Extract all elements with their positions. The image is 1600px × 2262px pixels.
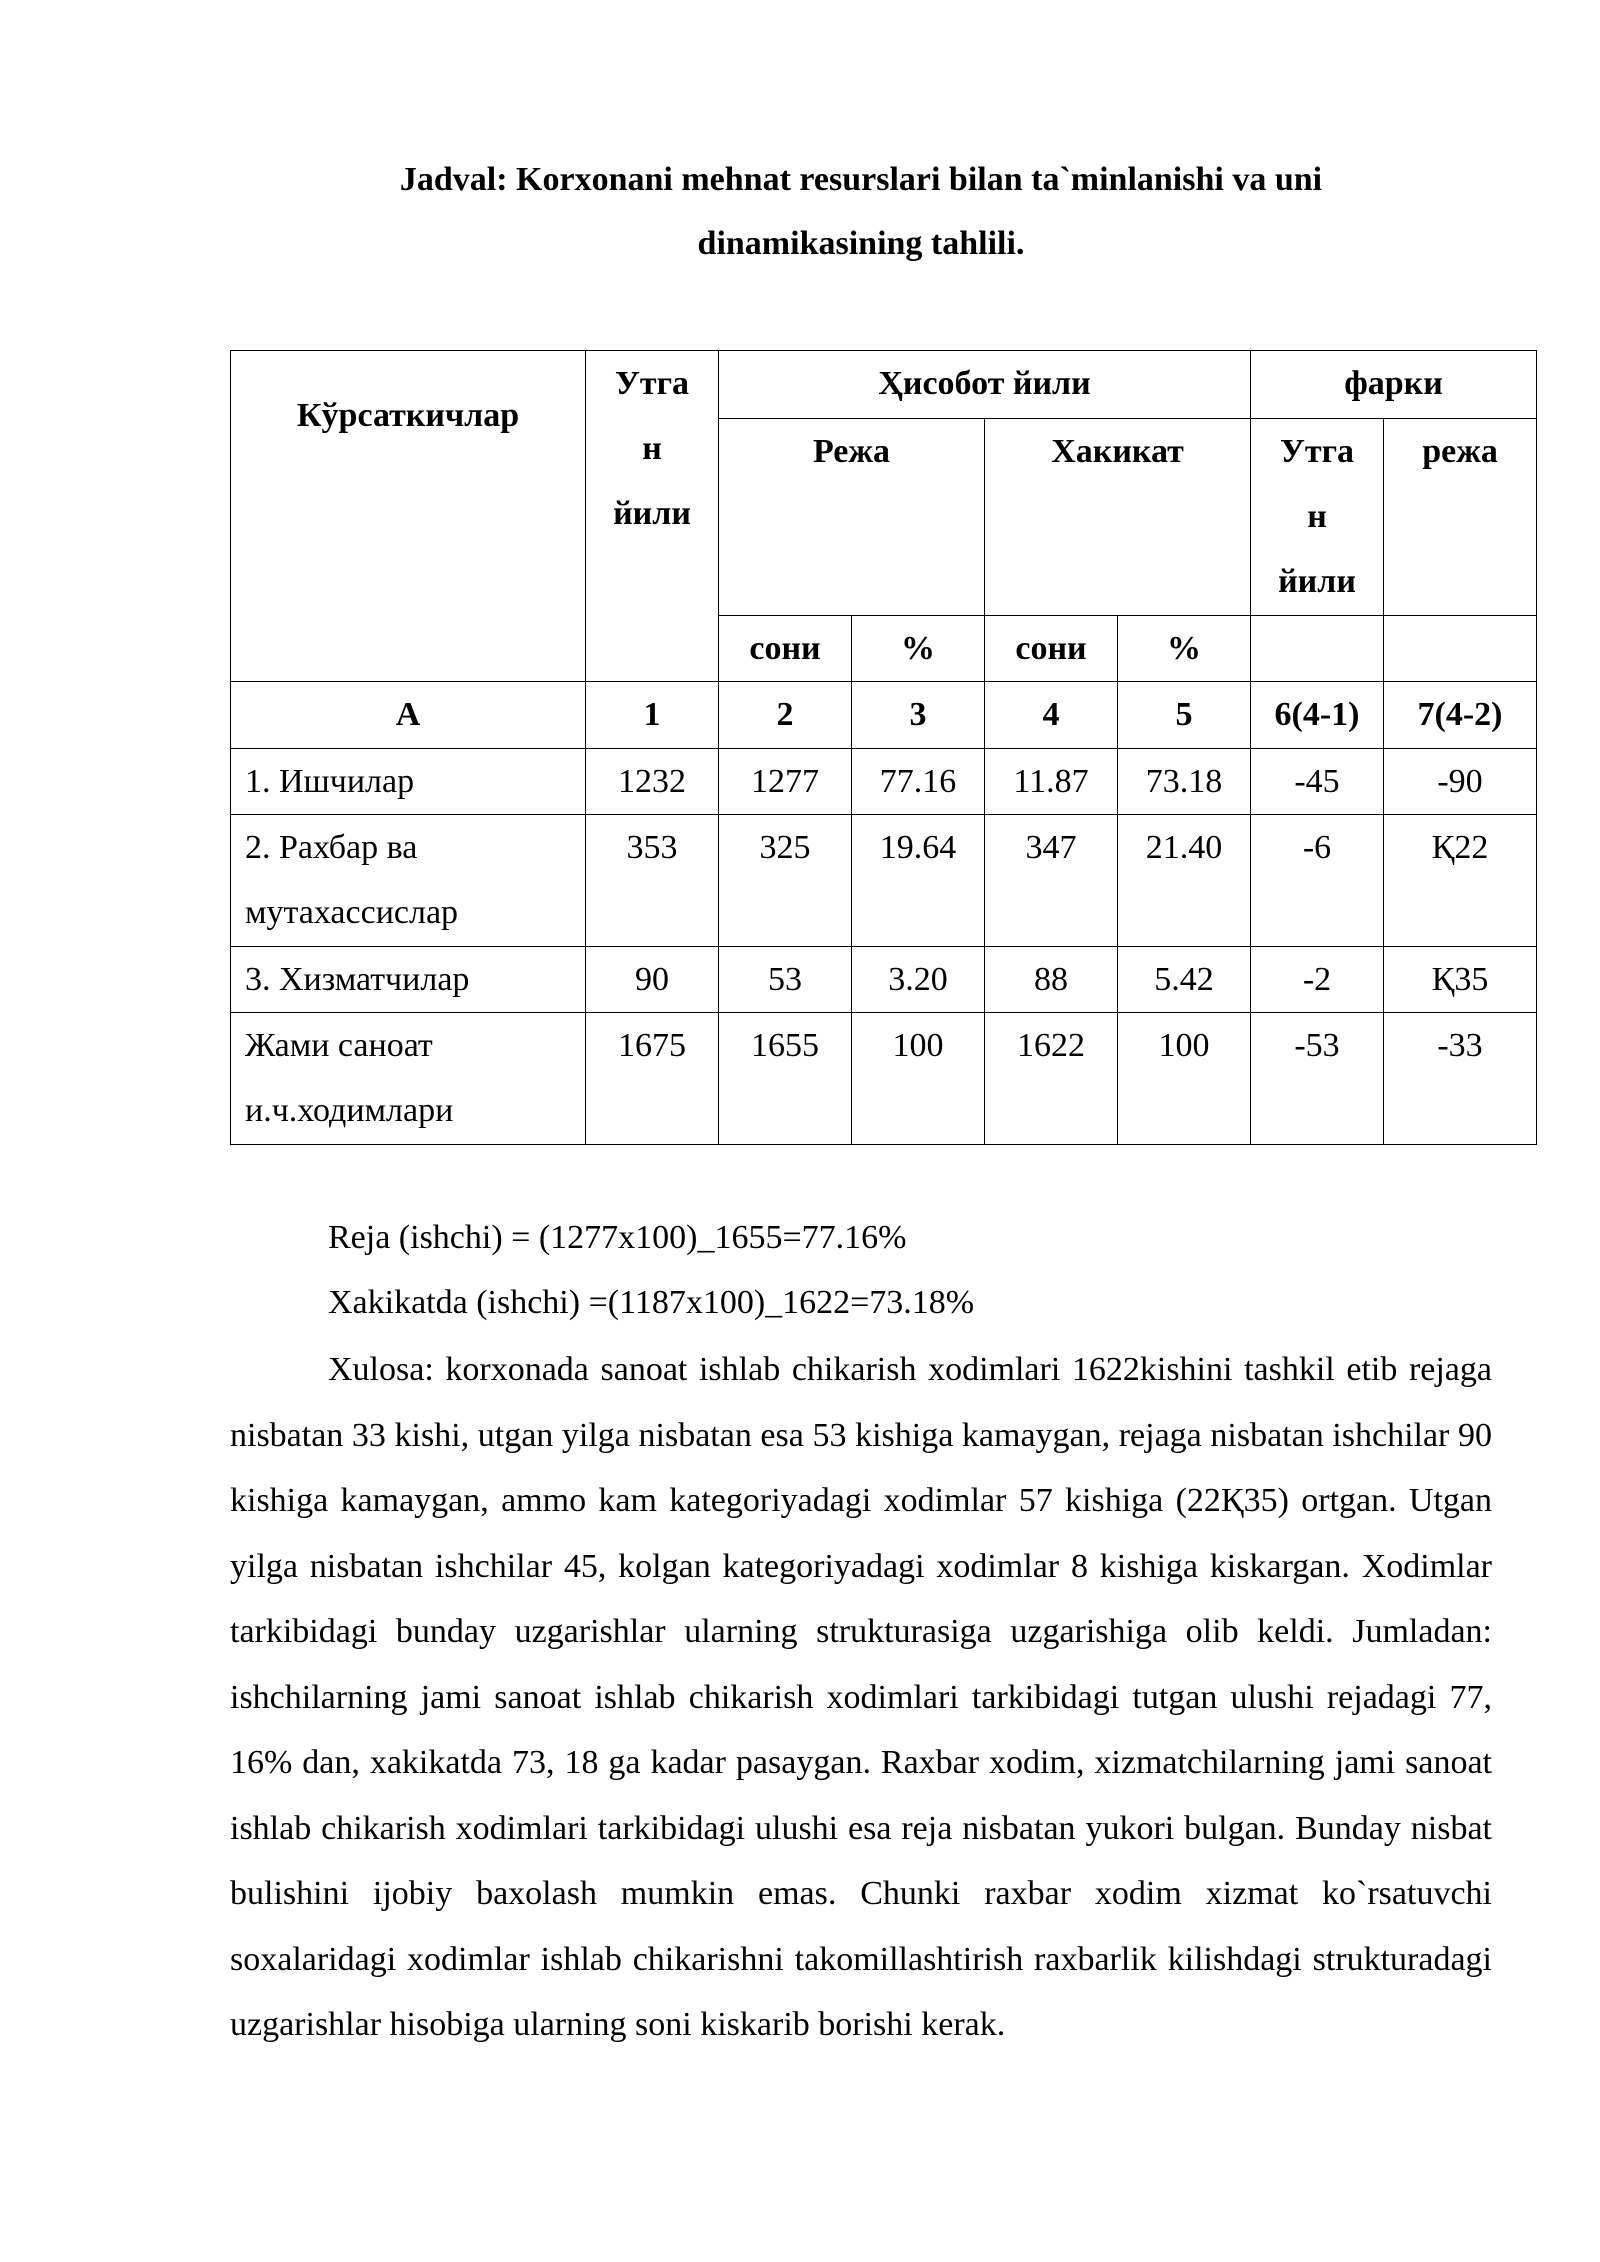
table-title	[230, 148, 1492, 276]
header-previous-year-line-2: н	[642, 430, 662, 467]
table-cell: -2	[1251, 947, 1384, 1013]
index-cell: 2	[719, 682, 852, 749]
header-difference: фарки	[1251, 351, 1537, 419]
index-cell: 3	[852, 682, 985, 749]
header-empty-cell	[1384, 616, 1537, 682]
header-diff-previous-year	[1251, 419, 1384, 616]
table-cell: 100	[852, 1013, 985, 1145]
row-label-line-2: мутахассислар	[245, 894, 459, 931]
row-label: 3. Хизматчилар	[231, 947, 586, 1013]
table-cell: 100	[1118, 1013, 1251, 1145]
table-title-line-2: dinamikasining tahlili.	[697, 225, 1025, 262]
row-label-line-1: Жами саноат	[245, 1027, 433, 1064]
table-row	[231, 1013, 1537, 1145]
table-cell: 1232	[586, 749, 719, 815]
row-label	[231, 815, 586, 947]
table-cell: -53	[1251, 1013, 1384, 1145]
table-cell: 73.18	[1118, 749, 1251, 815]
index-cell: 7(4-2)	[1384, 682, 1537, 749]
header-plan: Режа	[719, 419, 985, 616]
row-label-line-2: и.ч.ходимлари	[245, 1092, 454, 1129]
table-cell: 347	[985, 815, 1118, 947]
table-cell: 1655	[719, 1013, 852, 1145]
table-cell: 88	[985, 947, 1118, 1013]
table-cell: 1675	[586, 1013, 719, 1145]
labor-resources-table	[230, 350, 1537, 1145]
table-cell: 3.20	[852, 947, 985, 1013]
index-cell: 6(4-1)	[1251, 682, 1384, 749]
row-label-line-1: 2. Рахбар ва	[245, 829, 418, 866]
header-diff-plan: режа	[1384, 419, 1537, 616]
header-indicators: Кўрсаткичлар	[231, 351, 586, 682]
header-diff-previous-year-line-3: йили	[1278, 563, 1356, 600]
table-cell: -90	[1384, 749, 1537, 815]
index-cell: 4	[985, 682, 1118, 749]
table-cell: 11.87	[985, 749, 1118, 815]
row-label: 1. Ишчилар	[231, 749, 586, 815]
table-cell: 1622	[985, 1013, 1118, 1145]
table-row	[231, 947, 1537, 1013]
header-diff-previous-year-line-2: н	[1307, 498, 1327, 535]
header-previous-year-line-1: Утга	[614, 365, 690, 402]
table-cell: 1277	[719, 749, 852, 815]
header-actual-count: сони	[985, 616, 1118, 682]
table-cell: 53	[719, 947, 852, 1013]
header-report-year: Ҳисобот йили	[719, 351, 1251, 419]
table-row	[231, 815, 1537, 947]
table-title-line-1: Jadval: Korxonani mehnat resurslari bilan ta`minlanishi va uni	[399, 161, 1323, 198]
table-cell: 325	[719, 815, 852, 947]
formula-plan: Reja (ishchi) = (1277x100)_1655=77.16%	[328, 1219, 907, 1256]
table-cell: 19.64	[852, 815, 985, 947]
header-plan-percent: %	[852, 616, 985, 682]
header-plan-count: сони	[719, 616, 852, 682]
header-actual: Хакикат	[985, 419, 1251, 616]
table-row	[231, 749, 1537, 815]
index-cell: 1	[586, 682, 719, 749]
table-cell: Қ35	[1384, 947, 1537, 1013]
index-cell: 5	[1118, 682, 1251, 749]
table-cell: 77.16	[852, 749, 985, 815]
index-row	[231, 682, 1537, 749]
table-cell: 90	[586, 947, 719, 1013]
formula-actual: Xakikatda (ishchi) =(1187x100)_1622=73.18%	[328, 1284, 975, 1321]
table-cell: 21.40	[1118, 815, 1251, 947]
header-actual-percent: %	[1118, 616, 1251, 682]
header-diff-previous-year-line-1: Утга	[1279, 433, 1355, 470]
row-label	[231, 1013, 586, 1145]
table-cell: -45	[1251, 749, 1384, 815]
table-cell: -6	[1251, 815, 1384, 947]
conclusion-paragraph	[230, 1337, 1492, 2058]
index-cell: А	[231, 682, 586, 749]
header-previous-year-line-3: йили	[613, 495, 691, 532]
table-cell: 5.42	[1118, 947, 1251, 1013]
table-cell: -33	[1384, 1013, 1537, 1145]
table-cell: 353	[586, 815, 719, 947]
conclusion-text: Xulosa: korxonada sanoat ishlab chikarish xodimlari 1622kishini tashkil etib rejaga nisbatan 33 kishi, utgan yilga nisbatan esa 53 kishiga kamaygan, rejaga nisbatan ishchilar 90 kishiga kamaygan, ammo kam kategoriyadagi xodimlar 57 kishiga (22Қ35) ortgan. Utgan yilga nisbatan ishchilar 45, kolgan kategoriyadagi xodimlar 8 kishiga kiskargan. Xodimlar tarkibidagi bunday uzgarishlar ularning strukturasiga uzgarishiga olib keldi. Jumladan: ishchilarning jami sanoat ishlab chikarish xodimlari tarkibidagi tutgan ulushi rejadagi 77, 16% dan, xakikatda 73, 18 ga kadar pasaygan. Raxbar xodim, xizmatchilarning jami sanoat ishlab chikarish xodimlari tarkibidagi ulushi esa reja nisbatan yukori bulgan. Bunday nisbat bulishini ijobiy baxolash mumkin emas. Chunki raxbar xodim xizmat ko`rsatuvchi soxalaridagi xodimlar ishlab chikarishni takomillashtirish raxbarlik kilishdagi strukturadagi uzgarishlar hisobiga ularning soni kiskarib borishi kerak.	[230, 1351, 1492, 2043]
header-empty-cell	[1251, 616, 1384, 682]
table-cell: Қ22	[1384, 815, 1537, 947]
header-previous-year	[586, 351, 719, 682]
